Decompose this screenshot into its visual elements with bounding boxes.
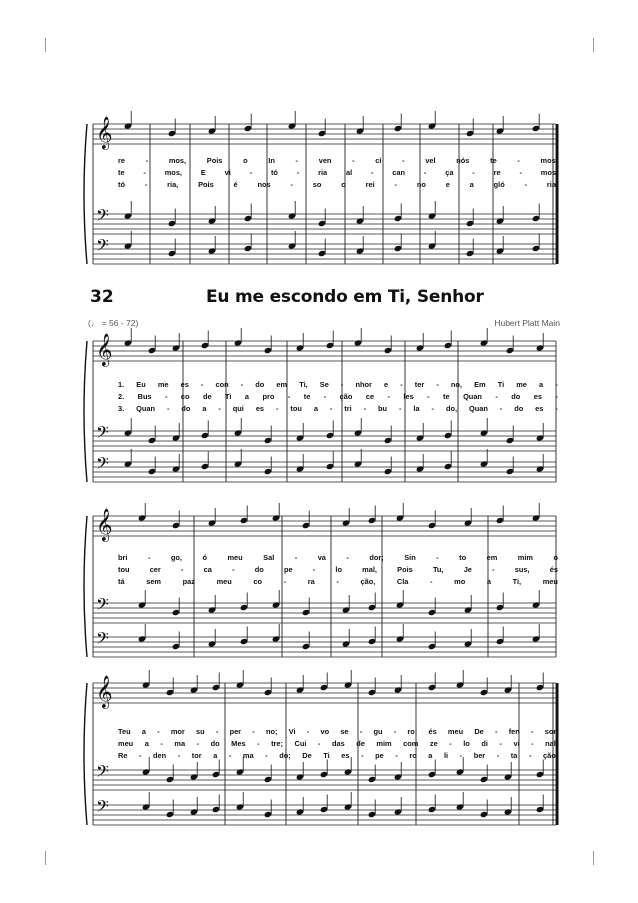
treble-clef: 𝄞	[96, 116, 113, 149]
lyric-syllable: te	[443, 392, 450, 401]
lyric-syllable: vel	[425, 156, 436, 165]
lyric-syllable: -	[252, 727, 255, 736]
lyric-syllable: -	[459, 751, 463, 760]
lyric-syllable: di	[481, 739, 488, 748]
lyric-syllable: a	[141, 727, 146, 736]
lyric-syllable: Eu	[136, 380, 146, 389]
lyric-syllable: -	[395, 751, 398, 760]
lyric-syllable: te	[118, 168, 125, 177]
lyric-syllable: Ti	[497, 380, 505, 389]
lyric-line	[118, 577, 558, 586]
lyric-syllable: te	[490, 156, 497, 165]
system-brace	[84, 124, 87, 264]
bass-clef: 𝄢	[96, 796, 109, 820]
lyric-syllable: 3.	[118, 404, 125, 413]
lyric-syllable: -	[160, 739, 163, 748]
lyric-line	[118, 751, 558, 760]
lyric-syllable: a	[486, 577, 491, 586]
lyric-syllable: no	[416, 180, 426, 189]
lyric-syllable: co	[180, 392, 190, 401]
lyric-syllable: -	[423, 168, 427, 177]
lyric-syllable: -	[499, 404, 503, 413]
lyric-syllable: tor	[191, 751, 202, 760]
lyric-syllable: ca	[203, 565, 212, 574]
lyric-syllable: -	[196, 739, 200, 748]
lyric-syllable: ria	[318, 168, 328, 177]
final-bar-thick	[556, 124, 559, 264]
lyric-syllable: tre;	[271, 739, 284, 748]
lyric-syllable: lo	[463, 739, 470, 748]
lyric-syllable: tó	[270, 168, 278, 177]
lyric-syllable: Ti	[225, 392, 232, 401]
lyric-syllable: Bus	[137, 392, 152, 401]
treble-clef: 𝄞	[96, 675, 113, 708]
bass-clef: 𝄢	[96, 761, 109, 785]
lyric-syllable: Em	[474, 380, 486, 389]
lyric-syllable: ze	[429, 739, 438, 748]
lyric-syllable: In	[268, 156, 275, 165]
lyric-line	[118, 565, 558, 574]
lyric-syllable: al	[345, 168, 353, 177]
lyric-syllable: és	[428, 727, 437, 736]
lyric-syllable: re	[493, 168, 501, 177]
lyric-syllable: -	[436, 553, 439, 562]
lyric-syllable: Cui	[294, 739, 307, 748]
lyric-line	[118, 392, 558, 401]
bass-clef: 𝄢	[96, 453, 109, 477]
lyric-syllable: -	[275, 404, 279, 413]
bass-clef: 𝄢	[96, 235, 109, 259]
lyric-line	[118, 180, 558, 189]
lyric-line	[118, 168, 558, 177]
lyric-syllable: Tu,	[432, 565, 444, 574]
lyric-syllable: -	[294, 553, 298, 562]
lyric-syllable: de	[202, 392, 212, 401]
lyric-syllable: meu	[216, 577, 232, 586]
lyric-syllable: a	[202, 404, 207, 413]
lyric-syllable: go,	[170, 553, 182, 562]
lyric-syllable: mos,	[164, 168, 182, 177]
lyric-syllable: ria,	[167, 180, 179, 189]
lyric-syllable: no;	[265, 727, 278, 736]
lyric-syllable: -	[265, 751, 268, 760]
lyric-syllable: nal.	[545, 739, 558, 748]
lyric-syllable: -	[317, 739, 321, 748]
lyric-syllable: -	[215, 727, 219, 736]
lyric-syllable: De	[474, 727, 484, 736]
lyric-syllable: sem	[146, 577, 161, 586]
tempo-marking: (♩ = 56 - 72)	[88, 318, 139, 328]
system-brace	[84, 341, 87, 482]
bass-clef: 𝄢	[96, 594, 109, 618]
lyric-syllable: do	[255, 380, 265, 389]
lyric-syllable: -	[495, 392, 498, 401]
lyric-syllable: -	[329, 404, 333, 413]
lyric-syllable: Quan	[468, 404, 488, 413]
lyric-syllable: -	[394, 180, 397, 189]
lyric-syllable: Pois	[206, 156, 223, 165]
lyric-syllable: Teu	[118, 727, 131, 736]
lyric-syllable: qui	[232, 404, 244, 413]
lyric-syllable: per	[229, 727, 242, 736]
lyric-syllable: -	[524, 180, 528, 189]
lyric-syllable: -	[257, 739, 260, 748]
lyric-line	[118, 156, 558, 165]
lyric-syllable: -	[492, 565, 495, 574]
lyric-syllable: -	[499, 739, 502, 748]
lyric-syllable: e	[445, 180, 450, 189]
lyric-syllable: Ti,	[299, 380, 308, 389]
lyric-syllable: nhor	[355, 380, 372, 389]
lyric-syllable: -	[519, 168, 522, 177]
lyric-syllable: ro	[409, 751, 417, 760]
lyric-syllable: -	[427, 392, 430, 401]
lyric-syllable: é	[233, 180, 238, 189]
lyric-syllable: o	[341, 180, 346, 189]
lyric-syllable: -	[449, 739, 452, 748]
lyric-syllable: ção	[339, 392, 353, 401]
lyric-syllable: -	[495, 727, 498, 736]
lyric-syllable: -	[144, 180, 148, 189]
lyric-syllable: ta	[510, 751, 518, 760]
lyric-syllable: Quan	[463, 392, 482, 401]
lyric-syllable: Ti,	[512, 577, 522, 586]
lyric-syllable: nos	[257, 180, 271, 189]
lyric-syllable: -	[139, 751, 142, 760]
lyric-syllable: 1.	[118, 380, 125, 389]
lyric-syllable: es	[533, 392, 542, 401]
lyric-syllable: den	[153, 751, 167, 760]
lyric-syllable: con	[215, 380, 229, 389]
lyric-syllable: lo	[335, 565, 342, 574]
lyric-syllable: -	[387, 392, 390, 401]
lyric-syllable: e	[384, 380, 389, 389]
lyric-syllable: Mes	[231, 739, 246, 748]
lyric-syllable: -	[555, 404, 558, 413]
lyric-syllable: a	[539, 380, 544, 389]
lyric-syllable: su	[196, 727, 205, 736]
lyric-syllable: 2.	[118, 392, 125, 401]
lyric-syllable: sor.	[544, 727, 558, 736]
lyric-syllable: ção,	[360, 577, 376, 586]
lyric-syllable: Quan	[136, 404, 155, 413]
lyric-syllable: -	[283, 577, 287, 586]
lyric-syllable: -	[436, 380, 439, 389]
lyric-syllable: vi	[513, 739, 520, 748]
lyric-syllable: és	[549, 565, 558, 574]
lyric-syllable: -	[323, 392, 327, 401]
lyric-syllable: meu	[542, 577, 558, 586]
lyric-syllable: meu	[118, 739, 134, 748]
lyric-syllable: paz	[182, 577, 195, 586]
composer-credit: Hubert Platt Main	[494, 318, 560, 328]
lyric-syllable: dor;	[369, 553, 384, 562]
lyric-syllable: -	[306, 727, 310, 736]
lyric-syllable: com	[403, 739, 419, 748]
lyric-syllable: ra	[307, 577, 315, 586]
lyric-syllable: mal,	[362, 565, 377, 574]
lyric-syllable: mo	[454, 577, 466, 586]
lyric-syllable: -	[143, 168, 146, 177]
lyric-syllable: meu	[227, 553, 243, 562]
lyric-syllable: em	[486, 553, 498, 562]
lyric-syllable: -	[177, 751, 181, 760]
lyric-syllable: o	[553, 553, 558, 562]
lyric-syllable: pe	[375, 751, 384, 760]
lyric-syllable: do	[181, 404, 191, 413]
lyric-syllable: -	[290, 180, 293, 189]
lyric-syllable: mos.	[540, 168, 558, 177]
lyric-syllable: de	[356, 739, 365, 748]
lyric-line	[118, 553, 558, 562]
lyric-syllable: vi	[224, 168, 231, 177]
lyric-syllable: -	[472, 168, 475, 177]
lyric-syllable: -	[359, 727, 363, 736]
lyric-syllable: -	[531, 739, 534, 748]
lyric-syllable: Vi	[288, 727, 296, 736]
lyric-syllable: tou	[290, 404, 302, 413]
lyric-syllable: a	[244, 392, 250, 401]
lyric-syllable: das	[331, 739, 345, 748]
lyric-syllable: -	[145, 156, 149, 165]
lyric-syllable: a	[213, 751, 218, 760]
lyric-syllable: co	[253, 577, 263, 586]
lyric-syllable: so	[312, 180, 322, 189]
lyric-syllable: mim	[517, 553, 533, 562]
lyric-syllable: ria.	[546, 180, 558, 189]
bass-clef: 𝄢	[96, 422, 109, 446]
lyric-syllable: fen	[508, 727, 520, 736]
hymn-number: 32	[90, 287, 114, 307]
lyric-syllable: Ti	[323, 751, 330, 760]
lyric-syllable: -	[287, 392, 291, 401]
hymn-title: Eu me escondo em Ti, Senhor	[206, 287, 484, 307]
lyric-syllable: -	[240, 380, 244, 389]
lyric-syllable: -	[249, 168, 253, 177]
lyric-syllable: em	[276, 380, 288, 389]
lyric-syllable: -	[555, 380, 558, 389]
lyric-syllable: Se	[319, 380, 329, 389]
lyric-syllable: me	[516, 380, 527, 389]
lyric-line	[118, 380, 558, 389]
lyric-line	[118, 404, 558, 413]
lyric-syllable: -	[312, 565, 316, 574]
lyric-syllable: -	[517, 156, 520, 165]
lyric-syllable: to	[459, 553, 467, 562]
lyric-syllable: ro;	[407, 727, 418, 736]
lyric-syllable: -	[430, 577, 433, 586]
lyric-syllable: sus,	[514, 565, 530, 574]
lyric-syllable: -	[180, 565, 184, 574]
lyric-syllable: do	[254, 565, 264, 574]
lyric-syllable: -	[166, 404, 170, 413]
lyric-syllable: o	[243, 156, 248, 165]
lyric-syllable: -	[431, 404, 434, 413]
lyric-syllable: -	[399, 404, 402, 413]
lyric-syllable: -	[295, 156, 299, 165]
lyric-syllable: -	[361, 751, 364, 760]
lyric-syllable: -	[400, 380, 403, 389]
lyric-syllable: ça	[445, 168, 454, 177]
lyric-syllable: ó	[202, 553, 207, 562]
lyric-syllable: Je	[463, 565, 472, 574]
lyric-syllable: ma	[242, 751, 254, 760]
lyric-syllable: mos.	[540, 156, 558, 165]
lyric-syllable: tri	[344, 404, 352, 413]
lyric-syllable: ce	[365, 392, 375, 401]
lyric-syllable: te	[303, 392, 311, 401]
lyric-syllable: a	[469, 180, 474, 189]
lyric-syllable: a	[144, 739, 149, 748]
lyric-syllable: pro	[262, 392, 275, 401]
bass-clef: 𝄢	[96, 628, 109, 652]
lyric-syllable: do	[210, 739, 220, 748]
lyric-syllable: -	[402, 156, 405, 165]
lyric-syllable: re	[118, 156, 125, 165]
lyric-syllable: De	[302, 751, 312, 760]
lyric-syllable: gló	[493, 180, 505, 189]
lyric-syllable: can	[392, 168, 406, 177]
lyric-syllable: bri	[118, 553, 128, 562]
lyric-syllable: -	[200, 380, 204, 389]
lyric-syllable: E	[200, 168, 206, 177]
lyric-syllable: -	[555, 392, 558, 401]
lyric-syllable: mos,	[168, 156, 187, 165]
lyric-syllable: mim	[376, 739, 392, 748]
lyric-syllable: nós	[456, 156, 470, 165]
lyric-syllable: -	[218, 404, 221, 413]
lyric-syllable: -	[232, 565, 235, 574]
lyric-syllable: -	[528, 751, 532, 760]
system-brace	[84, 683, 87, 825]
lyric-syllable: vo	[320, 727, 330, 736]
system-brace	[84, 516, 87, 657]
lyric-syllable: ma	[174, 739, 186, 748]
lyric-syllable: cer	[149, 565, 161, 574]
lyric-syllable: ber	[473, 751, 486, 760]
lyric-syllable: tó	[118, 180, 125, 189]
lyric-line	[118, 727, 558, 736]
lyric-syllable: cí	[375, 156, 382, 165]
lyric-syllable: bu	[378, 404, 388, 413]
lyric-syllable: do;	[279, 751, 291, 760]
bass-clef: 𝄢	[96, 205, 109, 229]
lyric-syllable: Pois	[198, 180, 214, 189]
lyric-syllable: Sin	[404, 553, 416, 562]
lyric-syllable: la	[413, 404, 420, 413]
lyric-syllable: les	[403, 392, 414, 401]
lyric-syllable: Sal	[263, 553, 275, 562]
lyric-syllable: es	[341, 751, 350, 760]
lyric-syllable: Pois	[397, 565, 413, 574]
lyric-syllable: do,	[445, 404, 458, 413]
lyric-syllable: Cla	[396, 577, 409, 586]
lyric-syllable: -	[336, 577, 339, 586]
lyric-syllable: no,	[450, 380, 462, 389]
lyric-syllable: do	[514, 404, 524, 413]
lyric-syllable: meu	[447, 727, 464, 736]
lyric-syllable: rei	[365, 180, 375, 189]
lyric-syllable: a	[428, 751, 433, 760]
lyric-syllable: -	[352, 156, 355, 165]
lyric-syllable: li	[443, 751, 449, 760]
lyric-syllable: me	[157, 380, 169, 389]
lyric-syllable: -	[340, 380, 344, 389]
lyric-syllable: se	[340, 727, 349, 736]
treble-clef: 𝄞	[96, 508, 113, 541]
treble-clef: 𝄞	[96, 333, 113, 366]
lyric-syllable: -	[531, 727, 534, 736]
lyric-syllable: pe	[283, 565, 293, 574]
lyric-syllable: mor	[170, 727, 185, 736]
lyric-syllable: va	[317, 553, 326, 562]
lyric-syllable: es	[180, 380, 189, 389]
lyric-syllable: ção.	[542, 751, 558, 760]
lyric-syllable: -	[346, 553, 349, 562]
lyric-syllable: a	[313, 404, 318, 413]
lyric-syllable: -	[228, 751, 232, 760]
lyric-syllable: -	[370, 168, 374, 177]
lyric-syllable: -	[296, 168, 300, 177]
lyric-syllable: tá	[118, 577, 125, 586]
lyric-syllable: do	[511, 392, 521, 401]
lyric-syllable: -	[363, 404, 367, 413]
lyric-syllable: ven	[318, 156, 332, 165]
lyric-syllable: -	[496, 751, 500, 760]
lyric-syllable: es	[255, 404, 265, 413]
lyric-line	[118, 739, 558, 748]
lyric-syllable: -	[147, 553, 151, 562]
lyric-syllable: tou	[118, 565, 130, 574]
lyric-syllable: -	[157, 727, 160, 736]
lyric-syllable: -	[165, 392, 168, 401]
lyric-syllable: gu	[373, 727, 383, 736]
lyric-syllable: es	[535, 404, 544, 413]
lyric-syllable: ter	[414, 380, 425, 389]
lyric-syllable: Re	[118, 751, 128, 760]
lyric-syllable: -	[393, 727, 397, 736]
